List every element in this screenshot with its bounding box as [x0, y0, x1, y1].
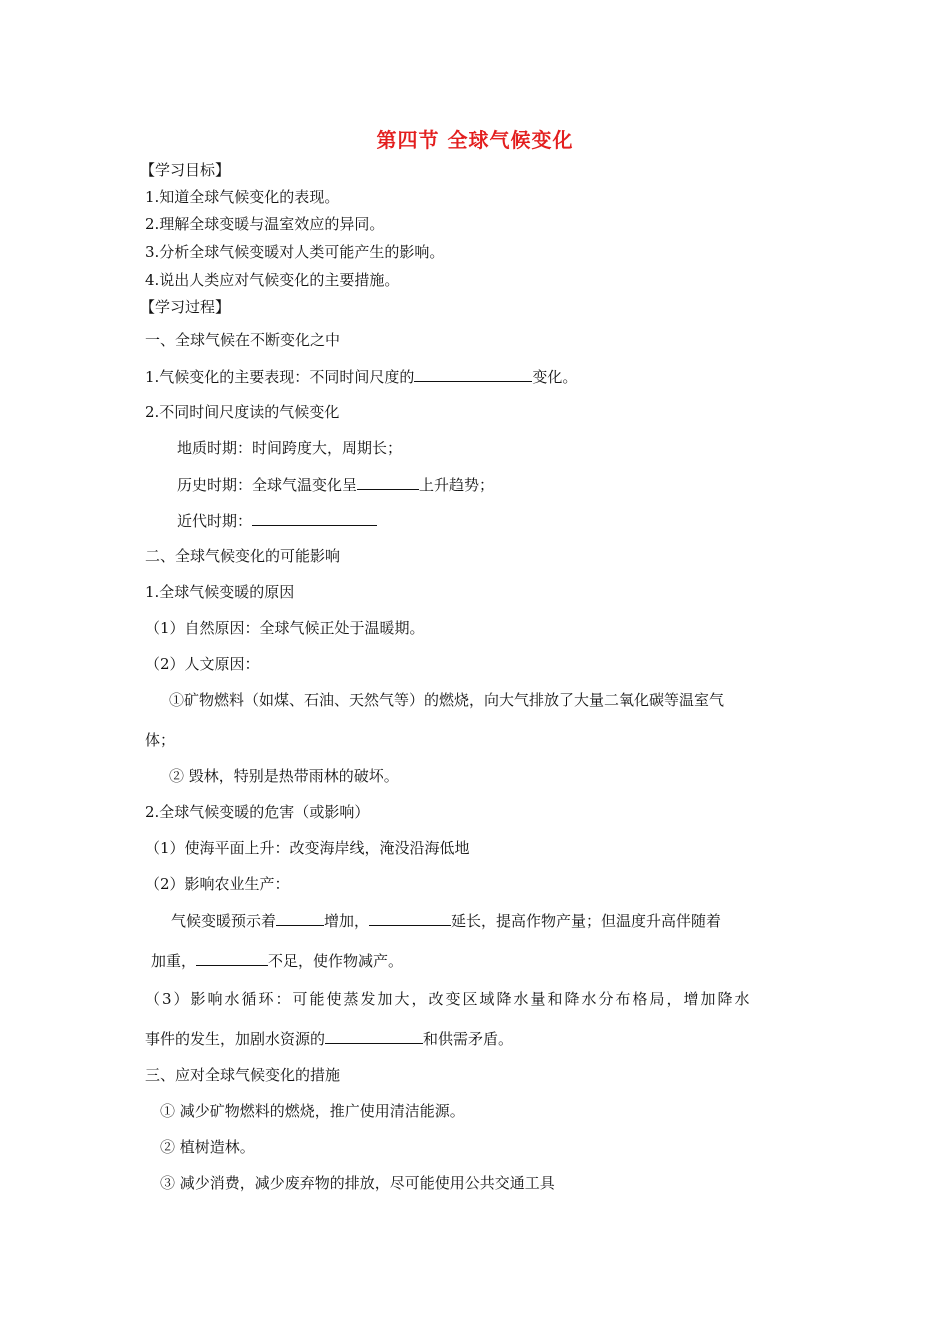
- text-line: （3）影响水循环：可能使蒸发加大，改变区域降水量和降水分布格局，增加降水: [145, 990, 752, 1008]
- text-fragment: 变化。: [532, 368, 578, 386]
- fill-blank[interactable]: [325, 1028, 423, 1044]
- process-header: 【学习过程】: [140, 298, 231, 316]
- text-fragment: 历史时期：全球气温变化呈: [177, 476, 358, 494]
- text-line: ② 毁林，特别是热带雨林的破坏。: [169, 767, 399, 785]
- measure-item: ② 植树造林。: [160, 1138, 255, 1156]
- fill-blank[interactable]: [276, 910, 324, 926]
- text-fragment: 和供需矛盾。: [423, 1030, 514, 1048]
- text-line: [145, 1028, 513, 1049]
- text-line: 2.全球气候变暖的危害（或影响）: [145, 803, 370, 821]
- text-line: （2）人文原因：: [145, 655, 260, 673]
- text-fragment: 增加，: [324, 912, 370, 930]
- section-heading: 三、应对全球气候变化的措施: [145, 1066, 341, 1084]
- text-line: 体；: [145, 731, 176, 749]
- text-line: （2）影响农业生产：: [145, 875, 290, 893]
- goals-header: 【学习目标】: [140, 161, 231, 179]
- text-fragment: 1.气候变化的主要表现：不同时间尺度的: [145, 368, 415, 386]
- text-line: [177, 510, 377, 531]
- measure-item: ① 减少矿物燃料的燃烧，推广使用清洁能源。: [160, 1102, 465, 1120]
- text-fragment: 不足，使作物减产。: [268, 952, 404, 970]
- section-heading: 一、全球气候在不断变化之中: [145, 331, 341, 349]
- text-line: [177, 474, 494, 495]
- text-fragment: 事件的发生，加剧水资源的: [145, 1030, 326, 1048]
- text-line: [145, 366, 577, 387]
- fill-blank[interactable]: [196, 950, 268, 966]
- text-line: [151, 950, 403, 971]
- text-fragment: 上升趋势；: [419, 476, 495, 494]
- fill-blank[interactable]: [252, 510, 377, 526]
- text-line: 地质时期：时间跨度大，周期长；: [177, 439, 403, 457]
- text-line: （1）使海平面上升：改变海岸线，淹没沿海低地: [145, 839, 470, 857]
- fill-blank[interactable]: [369, 910, 451, 926]
- goal-item: 1.知道全球气候变化的表现。: [145, 188, 340, 206]
- fill-blank[interactable]: [357, 474, 419, 490]
- text-fragment: 加重，: [151, 952, 197, 970]
- text-fragment: 气候变暖预示着: [171, 912, 277, 930]
- goal-item: 3.分析全球气候变暖对人类可能产生的影响。: [145, 243, 445, 261]
- text-line: ①矿物燃料（如煤、石油、天然气等）的燃烧，向大气排放了大量二氧化碳等温室气: [169, 691, 725, 709]
- measure-item: ③ 减少消费，减少废弃物的排放，尽可能使用公共交通工具: [160, 1174, 555, 1192]
- text-line: （1）自然原因：全球气候正处于温暖期。: [145, 619, 425, 637]
- text-fragment: 延长，提高作物产量；但温度升高伴随着: [451, 912, 722, 930]
- fill-blank[interactable]: [414, 366, 532, 382]
- section-heading: 二、全球气候变化的可能影响: [145, 547, 341, 565]
- goal-item: 4.说出人类应对气候变化的主要措施。: [145, 271, 400, 289]
- text-line: [171, 910, 721, 931]
- goal-item: 2.理解全球变暖与温室效应的异同。: [145, 215, 385, 233]
- text-fragment: 近代时期：: [177, 512, 253, 530]
- text-line: 1.全球气候变暖的原因: [145, 583, 295, 601]
- page-title: 第四节 全球气候变化: [376, 128, 574, 152]
- text-line: 2.不同时间尺度读的气候变化: [145, 403, 340, 421]
